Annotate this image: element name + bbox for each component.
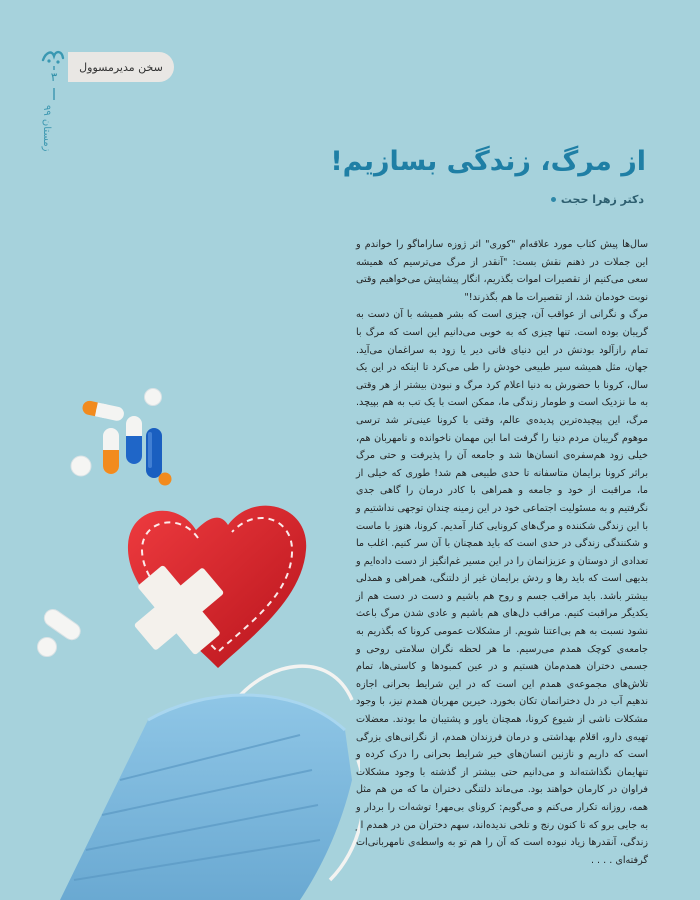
hamdam-logo-icon	[40, 46, 66, 66]
section-label: سخن مدیرمسوول	[68, 52, 174, 82]
white-pill-icon	[145, 389, 162, 406]
white-pill-icon	[38, 638, 57, 657]
capsule-orange-white-icon	[81, 400, 125, 422]
face-mask-icon	[60, 666, 360, 900]
article-paragraph: مرگ و نگرانی از عواقب آن، چیزی است که بشر همیشه با آن دست به گریبان بوده است. تنها چیزی که به خوبی می‌دانیم این است که مرگ با تمام رازآلود بودنش در این دنیای فانی دیر یا زود به سراغمان می‌آید. جهان، مثل همیشه سیر طبیعی خودش را طی می‌کرد تا اینکه در این یک سال، کرونا با حضورش به دنیا اعلام کرد مرگ و نبودن بیشتر از هر وقتی به ما نزدیک است و طومار زندگی ما، ممکن است با یک تب به هم بپیچد. مرگ، این پیچیده‌ترین پدیده‌ی عالم، وقتی با کرونا عینی‌تر شد ترسی موهوم گریبان مردم دنیا را گرفت اما این مهمان ناخوانده و نامهربان هم، خیلی زود هم‌سفره‌ی انسان‌ها شد و جامعه آن را پذیرفت و حتی مرگ برا‌ثر کرونا برایمان متاسفانه تا حدی طبیعی هم شد! طوری که خیلی از ما، مراقبت از خود و جامعه و همراهی با کادر درمان را گاهی جدی نگرفتیم و به مسئولیت اجتماعی خود در این زمینه چندان توجهی نداشتیم و با این زندگی شکننده و مرگ‌های کرونایی کنار آمدیم. کرونا، هنوز با ماست و شکنندگی زندگی در حدی است که باید همچنان با آن سر کنیم. اغلب ما تعدادی از دوستان و عزیزانمان را در این مسیر غم‌انگیز از دست داده‌ایم و بدیهی است که باید رها و ردش برایمان غیر از دلتنگی، همراهی و همدلی بیشتر باشد. باید مراقب جسم و روح هم باشیم و دست در دست هم از یکدیگر مراقبت کنیم. مراقب دل‌های هم باشیم و عادی شدن مرگ باعث نشود نسبت به هم بی‌اعتنا شویم. از مشکلات عمومی کرونا که بگذریم به جامعه‌ی کوچک همدم می‌رسیم. ما هر لحظه نگران سلامتی روحی و جسمی دختران همدم‌مان هستیم و در عین کمبودها و کاستی‌ها، تمام تلاش‌های مجموعه‌ی همدم این است که در این شرایط بحرانی اجازه ندهیم آب در دل دخترانمان تکان بخورد. خیرین مهربان همدم نیز، با وجود مشکلات ناشی از شیوع کرونا، همچنان یاور و پشتیبان ما بودند. معضلات تهیه‌ی دارو، اقلام بهداشتی و درمان فرزندان همدم، از نگرانی‌های بزرگی است که داریم و نازنین انسان‌های خیر شرایط بحرانی را درک کرده و تنهایمان نگذاشته‌اند و می‌دانیم حتی بیشتر از گذشته با وجود مشکلات فراوان در کارمان خواهند بود. می‌ماند دلتنگی دختران ما که من هم مثل همه، روزانه تکرار می‌کنم و می‌گویم: کرونای بی‌مهر! توشه‌ات را بردار و به جایی برو که تا کنون رنج و تلخی ندیده‌اند، سهم دختران من در همدم از زندگی، آنقدر‌ها زیاد نبوده است که آن را هم تو به واسطه‌ی نامهربانی‌ات گرفته‌ای . . . .	[356, 309, 648, 866]
author-byline	[551, 193, 644, 206]
capsule-blue-icon	[146, 428, 162, 478]
article-body	[356, 236, 648, 869]
pills-group-top	[71, 389, 172, 486]
capsule-orange-white-vertical-icon	[103, 428, 119, 474]
header-rule-mid	[53, 88, 55, 100]
pills-group-bottom	[38, 606, 84, 656]
orange-pill-icon	[159, 473, 172, 486]
white-pill-icon	[71, 456, 91, 476]
bullet-icon	[551, 197, 556, 202]
article-paragraph: سال‌ها پیش کتاب مورد علاقه‌ام "کوری" اثر ژوزه ساراماگو را خواندم و این جملات در ذهنم نقش بست: "آنقدر از مرگ می‌ترسیم که همیشه سعی می‌کنیم از تقصیرات اموات بگذریم، انگار پیشاپیش می‌خواهیم وقتی نوبت خودمان شد، از تقصیرات ما هم بگذرند!"	[356, 239, 648, 303]
article-title: از مرگ، زندگی بسازیم!	[330, 146, 646, 177]
page-number: ۳	[50, 70, 58, 84]
medical-illustration	[0, 370, 360, 900]
author-name: دکتر زهرا حجت	[560, 193, 644, 206]
capsule-blue-white-icon	[126, 416, 142, 464]
issue-label: زمستان ۹۹	[41, 105, 52, 152]
heart-icon	[128, 506, 306, 668]
